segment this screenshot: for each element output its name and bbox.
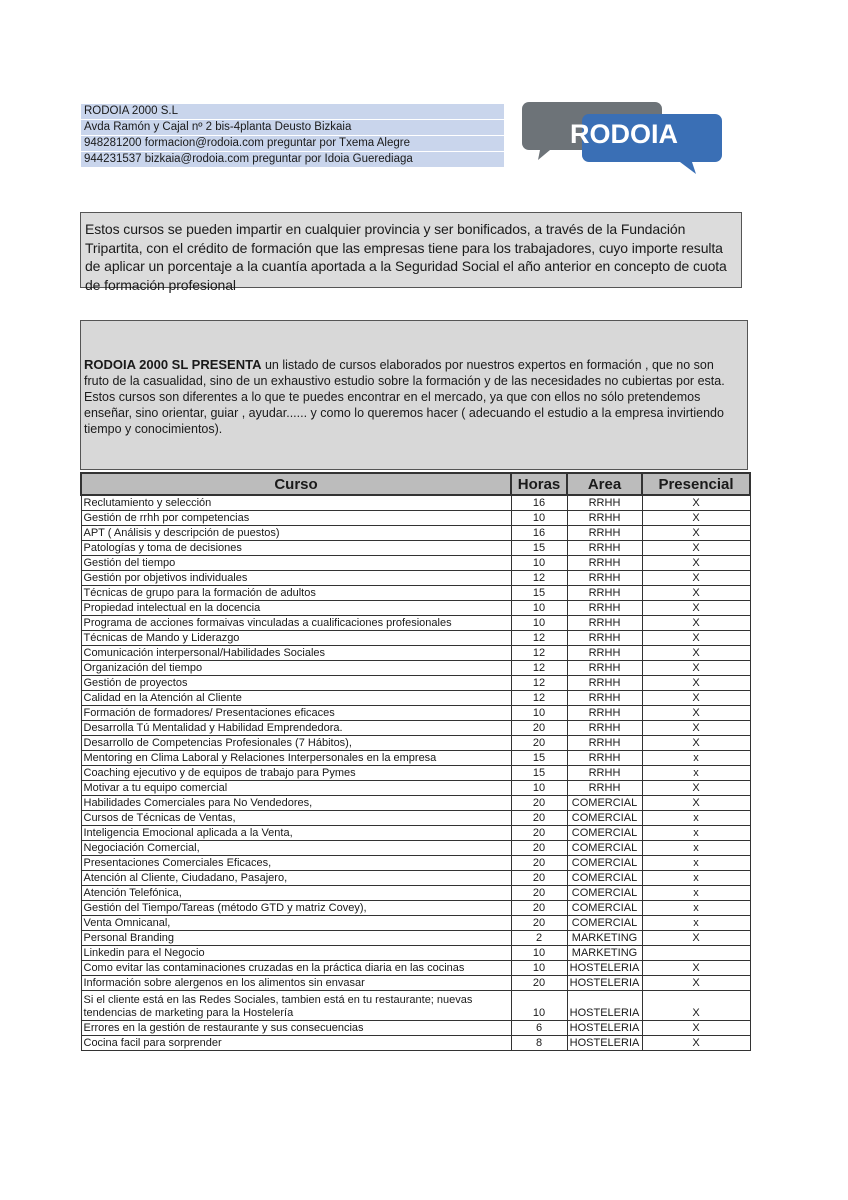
presenta-bold: RODOIA 2000 SL PRESENTA — [84, 357, 262, 372]
table-row — [81, 736, 750, 751]
course-hours: 20 — [511, 886, 567, 901]
course-presencial: X — [642, 601, 750, 616]
header-curso: Curso — [81, 473, 511, 495]
course-hours: 20 — [511, 811, 567, 826]
header-presencial: Presencial — [642, 473, 750, 495]
course-name: Motivar a tu equipo comercial — [81, 781, 511, 796]
course-presencial: X — [642, 661, 750, 676]
course-name: Organización del tiempo — [81, 661, 511, 676]
course-area: RRHH — [567, 601, 642, 616]
course-hours: 12 — [511, 691, 567, 706]
course-presencial: X — [642, 961, 750, 976]
course-name: Patologías y toma de decisiones — [81, 541, 511, 556]
course-presencial: X — [642, 631, 750, 646]
course-area: COMERCIAL — [567, 826, 642, 841]
course-presencial: X — [642, 796, 750, 811]
course-presencial: x — [642, 901, 750, 916]
course-presencial: X — [642, 691, 750, 706]
course-name: Presentaciones Comerciales Eficaces, — [81, 856, 511, 871]
course-hours: 20 — [511, 841, 567, 856]
table-row — [81, 811, 750, 826]
course-area: HOSTELERIA — [567, 976, 642, 991]
course-hours: 20 — [511, 736, 567, 751]
course-presencial: x — [642, 826, 750, 841]
course-name: Gestión de rrhh por competencias — [81, 511, 511, 526]
course-area: RRHH — [567, 586, 642, 601]
course-area: COMERCIAL — [567, 856, 642, 871]
table-row — [81, 1021, 750, 1036]
course-name: Desarrolla Tú Mentalidad y Habilidad Emprendedora. — [81, 721, 511, 736]
course-hours: 20 — [511, 916, 567, 931]
table-row — [81, 541, 750, 556]
course-presencial: X — [642, 556, 750, 571]
course-name: Negociación Comercial, — [81, 841, 511, 856]
course-presencial: X — [642, 976, 750, 991]
presenta-text: un listado de cursos elaborados por nuestros expertos en formación , que no son fruto de la casualidad, sino de un exhaustivo estudio sobre la formación y de las necesidades no cubiertas por esta. Estos cursos son diferentes a lo que te puedes encontrar en el mercado, ya que con ellos no sólo pretendemos enseñar, sino orientar, guiar , ayudar...... y como lo queremos hacer ( adecuando el estudio a la empresa invirtiendo tiempo y conocimientos). — [84, 358, 725, 436]
course-name: Cocina facil para sorprender — [81, 1036, 511, 1051]
course-hours: 10 — [511, 601, 567, 616]
course-area: COMERCIAL — [567, 871, 642, 886]
table-row — [81, 856, 750, 871]
course-presencial: X — [642, 1021, 750, 1036]
table-header-row — [81, 473, 750, 495]
course-presencial: X — [642, 931, 750, 946]
course-name: Como evitar las contaminaciones cruzadas en la práctica diaria en las cocinas — [81, 961, 511, 976]
course-name: Gestión del tiempo — [81, 556, 511, 571]
course-presencial: X — [642, 736, 750, 751]
table-row — [81, 931, 750, 946]
course-area: RRHH — [567, 616, 642, 631]
course-area: RRHH — [567, 556, 642, 571]
course-presencial: x — [642, 916, 750, 931]
table-row — [81, 706, 750, 721]
presenta-box — [80, 320, 748, 470]
course-area: HOSTELERIA — [567, 961, 642, 976]
course-area: RRHH — [567, 541, 642, 556]
course-hours: 8 — [511, 1036, 567, 1051]
intro-box: Estos cursos se pueden impartir en cualquier provincia y ser bonificados, a través de la Fundación Tripartita, con el crédito de formación que las empresas tiene para los trabajadores, cuyo importe resulta de aplicar un porcentaje a la cuantía aportada a la Seguridad Social el año anterior en concepto de cuota de formación profesional — [80, 212, 742, 288]
course-name: Si el cliente está en las Redes Sociales, tambien está en tu restaurante; nuevas tendencias de marketing para la Hostelería — [81, 991, 511, 1021]
course-presencial: x — [642, 856, 750, 871]
course-presencial: X — [642, 991, 750, 1021]
course-name: Reclutamiento y selección — [81, 495, 511, 511]
course-hours: 12 — [511, 676, 567, 691]
table-row — [81, 976, 750, 991]
course-area: HOSTELERIA — [567, 1036, 642, 1051]
contact-line-2: 944231537 bizkaia@rodoia.com preguntar por Idoia Guerediaga — [81, 152, 504, 167]
course-presencial: X — [642, 781, 750, 796]
course-hours: 10 — [511, 946, 567, 961]
course-hours: 12 — [511, 571, 567, 586]
course-area: RRHH — [567, 781, 642, 796]
table-row — [81, 841, 750, 856]
course-area: RRHH — [567, 751, 642, 766]
table-row — [81, 646, 750, 661]
logo-bubble-tail-dark — [538, 150, 550, 160]
course-presencial: X — [642, 495, 750, 511]
course-name: Habilidades Comerciales para No Vendedores, — [81, 796, 511, 811]
course-presencial: X — [642, 676, 750, 691]
course-area: RRHH — [567, 691, 642, 706]
course-hours: 15 — [511, 751, 567, 766]
course-hours: 2 — [511, 931, 567, 946]
course-area: RRHH — [567, 511, 642, 526]
header-horas: Horas — [511, 473, 567, 495]
course-hours: 20 — [511, 901, 567, 916]
course-name: Mentoring en Clima Laboral y Relaciones Interpersonales en la empresa — [81, 751, 511, 766]
course-hours: 10 — [511, 706, 567, 721]
course-presencial: x — [642, 841, 750, 856]
course-hours: 15 — [511, 766, 567, 781]
course-name: Coaching ejecutivo y de equipos de trabajo para Pymes — [81, 766, 511, 781]
course-area: RRHH — [567, 736, 642, 751]
table-row — [81, 961, 750, 976]
course-name: Desarrollo de Competencias Profesionales (7 Hábitos), — [81, 736, 511, 751]
contact-block — [81, 104, 504, 168]
course-area: RRHH — [567, 766, 642, 781]
table-row — [81, 616, 750, 631]
course-hours: 20 — [511, 871, 567, 886]
table-row — [81, 511, 750, 526]
course-hours: 12 — [511, 631, 567, 646]
table-row — [81, 991, 750, 1021]
course-name: Cursos de Técnicas de Ventas, — [81, 811, 511, 826]
table-row — [81, 556, 750, 571]
course-name: Calidad en la Atención al Cliente — [81, 691, 511, 706]
table-row — [81, 781, 750, 796]
course-presencial: X — [642, 511, 750, 526]
course-hours: 10 — [511, 511, 567, 526]
course-name: Atención Telefónica, — [81, 886, 511, 901]
course-hours: 10 — [511, 991, 567, 1021]
course-presencial: X — [642, 721, 750, 736]
course-area: COMERCIAL — [567, 901, 642, 916]
header-area: Area — [567, 473, 642, 495]
table-row — [81, 495, 750, 511]
course-area: RRHH — [567, 631, 642, 646]
course-area: RRHH — [567, 661, 642, 676]
course-presencial: X — [642, 1036, 750, 1051]
courses-table — [80, 472, 751, 1051]
course-hours: 10 — [511, 556, 567, 571]
contact-line-1: 948281200 formacion@rodoia.com preguntar por Txema Alegre — [81, 136, 504, 151]
table-row — [81, 751, 750, 766]
course-hours: 12 — [511, 646, 567, 661]
course-area: COMERCIAL — [567, 796, 642, 811]
table-row — [81, 691, 750, 706]
course-area: HOSTELERIA — [567, 991, 642, 1021]
course-name: Formación de formadores/ Presentaciones eficaces — [81, 706, 511, 721]
course-presencial: x — [642, 871, 750, 886]
table-row — [81, 916, 750, 931]
course-name: Errores en la gestión de restaurante y sus consecuencias — [81, 1021, 511, 1036]
rodoia-logo — [520, 100, 726, 182]
course-area: HOSTELERIA — [567, 1021, 642, 1036]
company-name: RODOIA 2000 S.L — [81, 104, 504, 119]
course-name: Gestión del Tiempo/Tareas (método GTD y matriz Covey), — [81, 901, 511, 916]
course-hours: 20 — [511, 976, 567, 991]
course-hours: 10 — [511, 781, 567, 796]
course-name: Venta Omnicanal, — [81, 916, 511, 931]
table-row — [81, 601, 750, 616]
course-hours: 20 — [511, 856, 567, 871]
course-hours: 20 — [511, 721, 567, 736]
course-presencial: X — [642, 706, 750, 721]
course-area: MARKETING — [567, 946, 642, 961]
table-row — [81, 571, 750, 586]
logo-text: RODOIA — [570, 119, 678, 149]
course-name: Técnicas de grupo para la formación de adultos — [81, 586, 511, 601]
course-hours: 16 — [511, 526, 567, 541]
logo-bubble-tail-blue — [680, 162, 696, 174]
course-name: Información sobre alergenos en los alimentos sin envasar — [81, 976, 511, 991]
course-name: Comunicación interpersonal/Habilidades Sociales — [81, 646, 511, 661]
course-area: RRHH — [567, 571, 642, 586]
course-name: Linkedin para el Negocio — [81, 946, 511, 961]
course-name: Gestión por objetivos individuales — [81, 571, 511, 586]
table-row — [81, 676, 750, 691]
table-row — [81, 766, 750, 781]
course-hours: 20 — [511, 826, 567, 841]
course-name: Personal Branding — [81, 931, 511, 946]
course-presencial: x — [642, 751, 750, 766]
table-row — [81, 1036, 750, 1051]
course-area: COMERCIAL — [567, 886, 642, 901]
course-presencial: X — [642, 616, 750, 631]
course-name: Inteligencia Emocional aplicada a la Venta, — [81, 826, 511, 841]
table-row — [81, 826, 750, 841]
course-presencial — [642, 946, 750, 961]
course-hours: 6 — [511, 1021, 567, 1036]
course-area: COMERCIAL — [567, 811, 642, 826]
course-area: RRHH — [567, 646, 642, 661]
course-area: RRHH — [567, 526, 642, 541]
course-name: Programa de acciones formaivas vinculadas a cualificaciones profesionales — [81, 616, 511, 631]
course-area: COMERCIAL — [567, 841, 642, 856]
table-row — [81, 586, 750, 601]
table-row — [81, 796, 750, 811]
course-name: APT ( Análisis y descripción de puestos) — [81, 526, 511, 541]
course-hours: 10 — [511, 961, 567, 976]
course-presencial: x — [642, 811, 750, 826]
course-presencial: X — [642, 526, 750, 541]
course-area: RRHH — [567, 721, 642, 736]
course-area: COMERCIAL — [567, 916, 642, 931]
course-presencial: X — [642, 571, 750, 586]
course-hours: 20 — [511, 796, 567, 811]
course-presencial: x — [642, 766, 750, 781]
course-area: RRHH — [567, 495, 642, 511]
course-area: RRHH — [567, 706, 642, 721]
table-row — [81, 946, 750, 961]
course-area: MARKETING — [567, 931, 642, 946]
course-name: Técnicas de Mando y Liderazgo — [81, 631, 511, 646]
course-hours: 15 — [511, 586, 567, 601]
course-name: Gestión de proyectos — [81, 676, 511, 691]
company-address: Avda Ramón y Cajal nº 2 bis-4planta Deusto Bizkaia — [81, 120, 504, 135]
course-hours: 16 — [511, 495, 567, 511]
table-row — [81, 661, 750, 676]
table-row — [81, 886, 750, 901]
course-presencial: X — [642, 586, 750, 601]
table-row — [81, 631, 750, 646]
course-presencial: x — [642, 886, 750, 901]
table-row — [81, 721, 750, 736]
course-hours: 12 — [511, 661, 567, 676]
table-row — [81, 901, 750, 916]
course-hours: 15 — [511, 541, 567, 556]
table-row — [81, 871, 750, 886]
course-hours: 10 — [511, 616, 567, 631]
course-name: Propiedad intelectual en la docencia — [81, 601, 511, 616]
course-presencial: X — [642, 541, 750, 556]
course-name: Atención al Cliente, Ciudadano, Pasajero, — [81, 871, 511, 886]
course-area: RRHH — [567, 676, 642, 691]
course-presencial: X — [642, 646, 750, 661]
table-row — [81, 526, 750, 541]
